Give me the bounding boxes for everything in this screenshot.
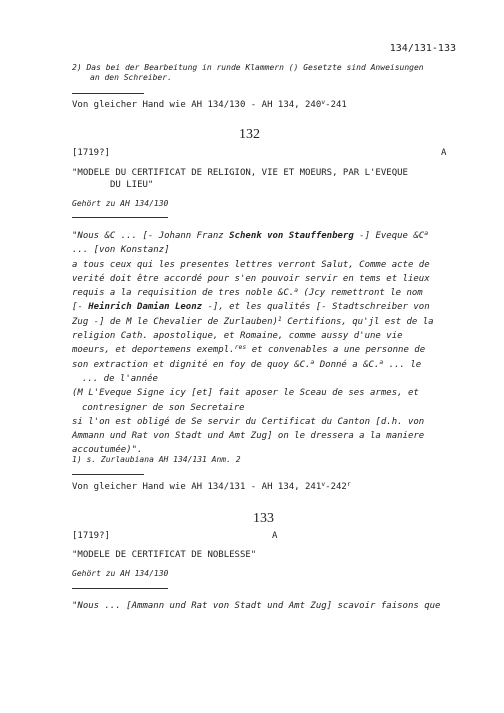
doc132-body-line: a tous ceux qui les presentes lettres verront Salut, Comme acte de	[72, 259, 430, 270]
doc132-belongs-to: Gehört zu AH 134/130	[72, 199, 169, 208]
page-reference: 134/131-133	[389, 43, 456, 54]
doc132-body-line: (M L'Eveque Signe icy [et] fait aposer le Sceau de ses armes, et	[72, 388, 419, 399]
doc132-body-line: Ammann und Rat von Stadt und Amt Zug] on le dressera a la maniere	[72, 431, 425, 442]
document-number-133: 133	[253, 511, 274, 526]
doc132-body-line: son extraction et dignité en foy de quoy &C.$^a$ Donné a &C.$^a$ ... le	[72, 357, 422, 370]
doc132-body-line: accoutumée)".	[72, 445, 143, 456]
doc132-body-line: "Nous &C ... [- Johann Franz Schenk von Stauffenberg -] Eveque $\&C^a$	[72, 229, 429, 241]
footnote-2-line1: 2) Das bei der Bearbeitung in runde Klammern () Gesetzte sind Anweisungen	[72, 63, 424, 72]
doc132-body-line: ... [von Konstanz]	[72, 245, 170, 256]
doc132-body-line: contresigner de son Secretaire	[82, 402, 245, 413]
doc132-body-line: [- Heinrich Damian Leonz -], et les qualités [- Stadtschreiber von	[72, 302, 430, 313]
doc132-body-line: verité doit être accordé pour s'en pouvoir servir en tems et lieux	[72, 273, 430, 284]
doc132-body-line: si l'on est obligé de Se servir du Certificat du Canton [d.h. von	[72, 416, 425, 427]
previous-source-note: Von gleicher Hand wie AH 134/130 - AH 134, 240$^v$-241	[72, 98, 347, 110]
doc132-letter: A	[441, 148, 447, 158]
separator-rule	[72, 588, 168, 589]
separator-rule	[72, 217, 168, 218]
doc133-body-line1: "Nous ... [Ammann und Rat von Stadt und Amt Zug] scavoir faisons que	[72, 601, 441, 611]
separator-rule	[72, 93, 144, 94]
doc133-title: "MODELE DE CERTIFICAT DE NOBLESSE"	[72, 550, 257, 560]
doc132-body-line: requis a la requisition de tres noble &C.$^a$ (Jcy remettront le nom	[72, 286, 423, 299]
document-number-132: 132	[239, 127, 260, 142]
doc132-source-note: Von gleicher Hand wie AH 134/131 - AH 134, 241$^v$-242$^r$	[72, 480, 351, 492]
doc133-date: [1719?]	[72, 531, 110, 541]
doc132-title-line2: DU LIEU"	[110, 180, 154, 190]
doc132-body	[72, 229, 462, 458]
doc132-title-line1: "MODELE DU CERTIFICAT DE RELIGION, VIE ET MOEURS, PAR L'EVEQUE	[72, 168, 408, 178]
doc132-body-line: ... de l'année	[82, 373, 158, 384]
doc132-body-line: religion Cath. apostolique, et Romaine, comme aussy d'une vie	[72, 331, 403, 342]
doc132-body-line: moeurs, et deportemens exempl.$^{res}$ et convenables a une personne de	[72, 343, 426, 356]
doc133-letter: A	[272, 531, 278, 541]
footnote-2-line2: an den Schreiber.	[90, 73, 172, 82]
separator-rule	[72, 474, 144, 475]
doc133-belongs-to: Gehört zu AH 134/130	[72, 569, 169, 578]
doc132-date: [1719?]	[72, 148, 110, 158]
doc132-body-line: Zug -] de M le Chevalier de Zurlauben)$^1$ Certifions, qu'jl est de la	[72, 314, 434, 327]
doc132-footnote-1: 1) s. Zurlaubiana AH 134/131 Anm. 2	[72, 455, 241, 464]
